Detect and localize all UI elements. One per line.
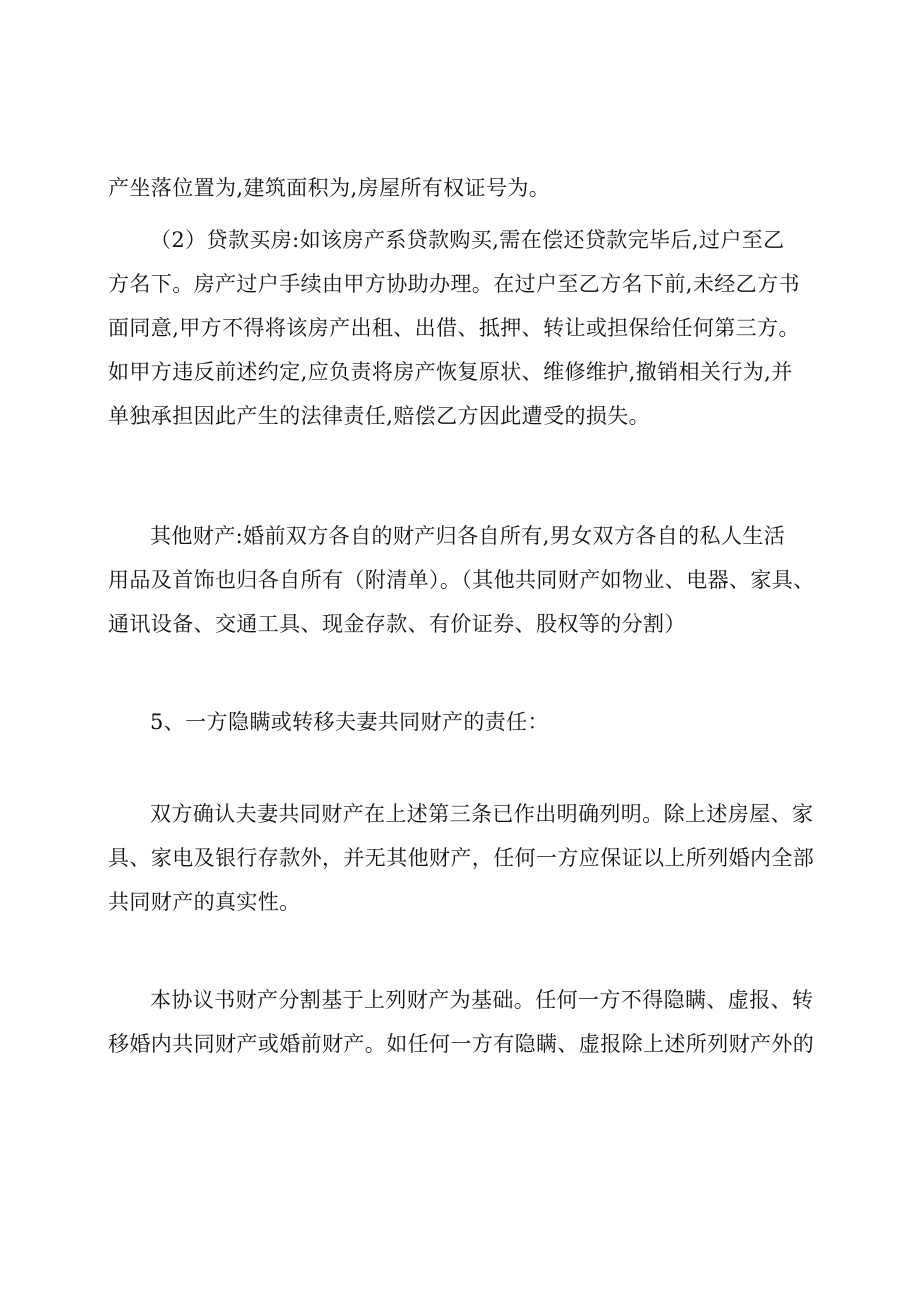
paragraph-confirm-line-2: 具、家电及银行存款外，并无其他财产，任何一方应保证以上所列婚内全部 xyxy=(108,846,815,870)
paragraph-loan-line-4: 如甲方违反前述约定,应负责将房产恢复原状、维修维护,撤销相关行为,并 xyxy=(108,360,793,384)
paragraph-confirm-line-1: 双方确认夫妻共同财产在上述第三条已作出明确列明。除上述房屋、家 xyxy=(150,802,814,826)
paragraph-confirm-line-3: 共同财产的真实性。 xyxy=(108,890,301,914)
paragraph-basis-line-2: 移婚内共同财产或婚前财产。如任何一方有隐瞒、虚报除上述所列财产外的 xyxy=(108,1032,815,1056)
paragraph-loan-line-1: （2）贷款买房:如该房产系贷款购买,需在偿还贷款完毕后,过户至乙 xyxy=(150,228,785,252)
paragraph-location-line-1: 产坐落位置为,建筑面积为,房屋所有权证号为。 xyxy=(108,176,551,200)
paragraph-other-property-line-2: 用品及首饰也归各自所有（附清单）。（其他共同财产如物业、电器、家具、 xyxy=(108,568,815,592)
paragraph-other-property-line-1: 其他财产:婚前双方各自的财产归各自所有,男女双方各自的私人生活 xyxy=(150,524,786,548)
paragraph-basis-line-1: 本协议书财产分割基于上列财产为基础。任何一方不得隐瞒、虚报、转 xyxy=(150,988,814,1012)
paragraph-loan-line-2: 方名下。房产过户手续由甲方协助办理。在过户至乙方名下前,未经乙方书 xyxy=(108,272,800,296)
paragraph-other-property-line-3: 通讯设备、交通工具、现金存款、有价证券、股权等的分割） xyxy=(108,612,686,636)
paragraph-loan-line-3: 面同意,甲方不得将该房产出租、出借、抵押、转让或担保给任何第三方。 xyxy=(108,316,800,340)
section-heading-5: 5、一方隐瞒或转移夫妻共同财产的责任： xyxy=(150,710,549,734)
paragraph-loan-line-5: 单独承担因此产生的法律责任,赔偿乙方因此遭受的损失。 xyxy=(108,404,651,428)
